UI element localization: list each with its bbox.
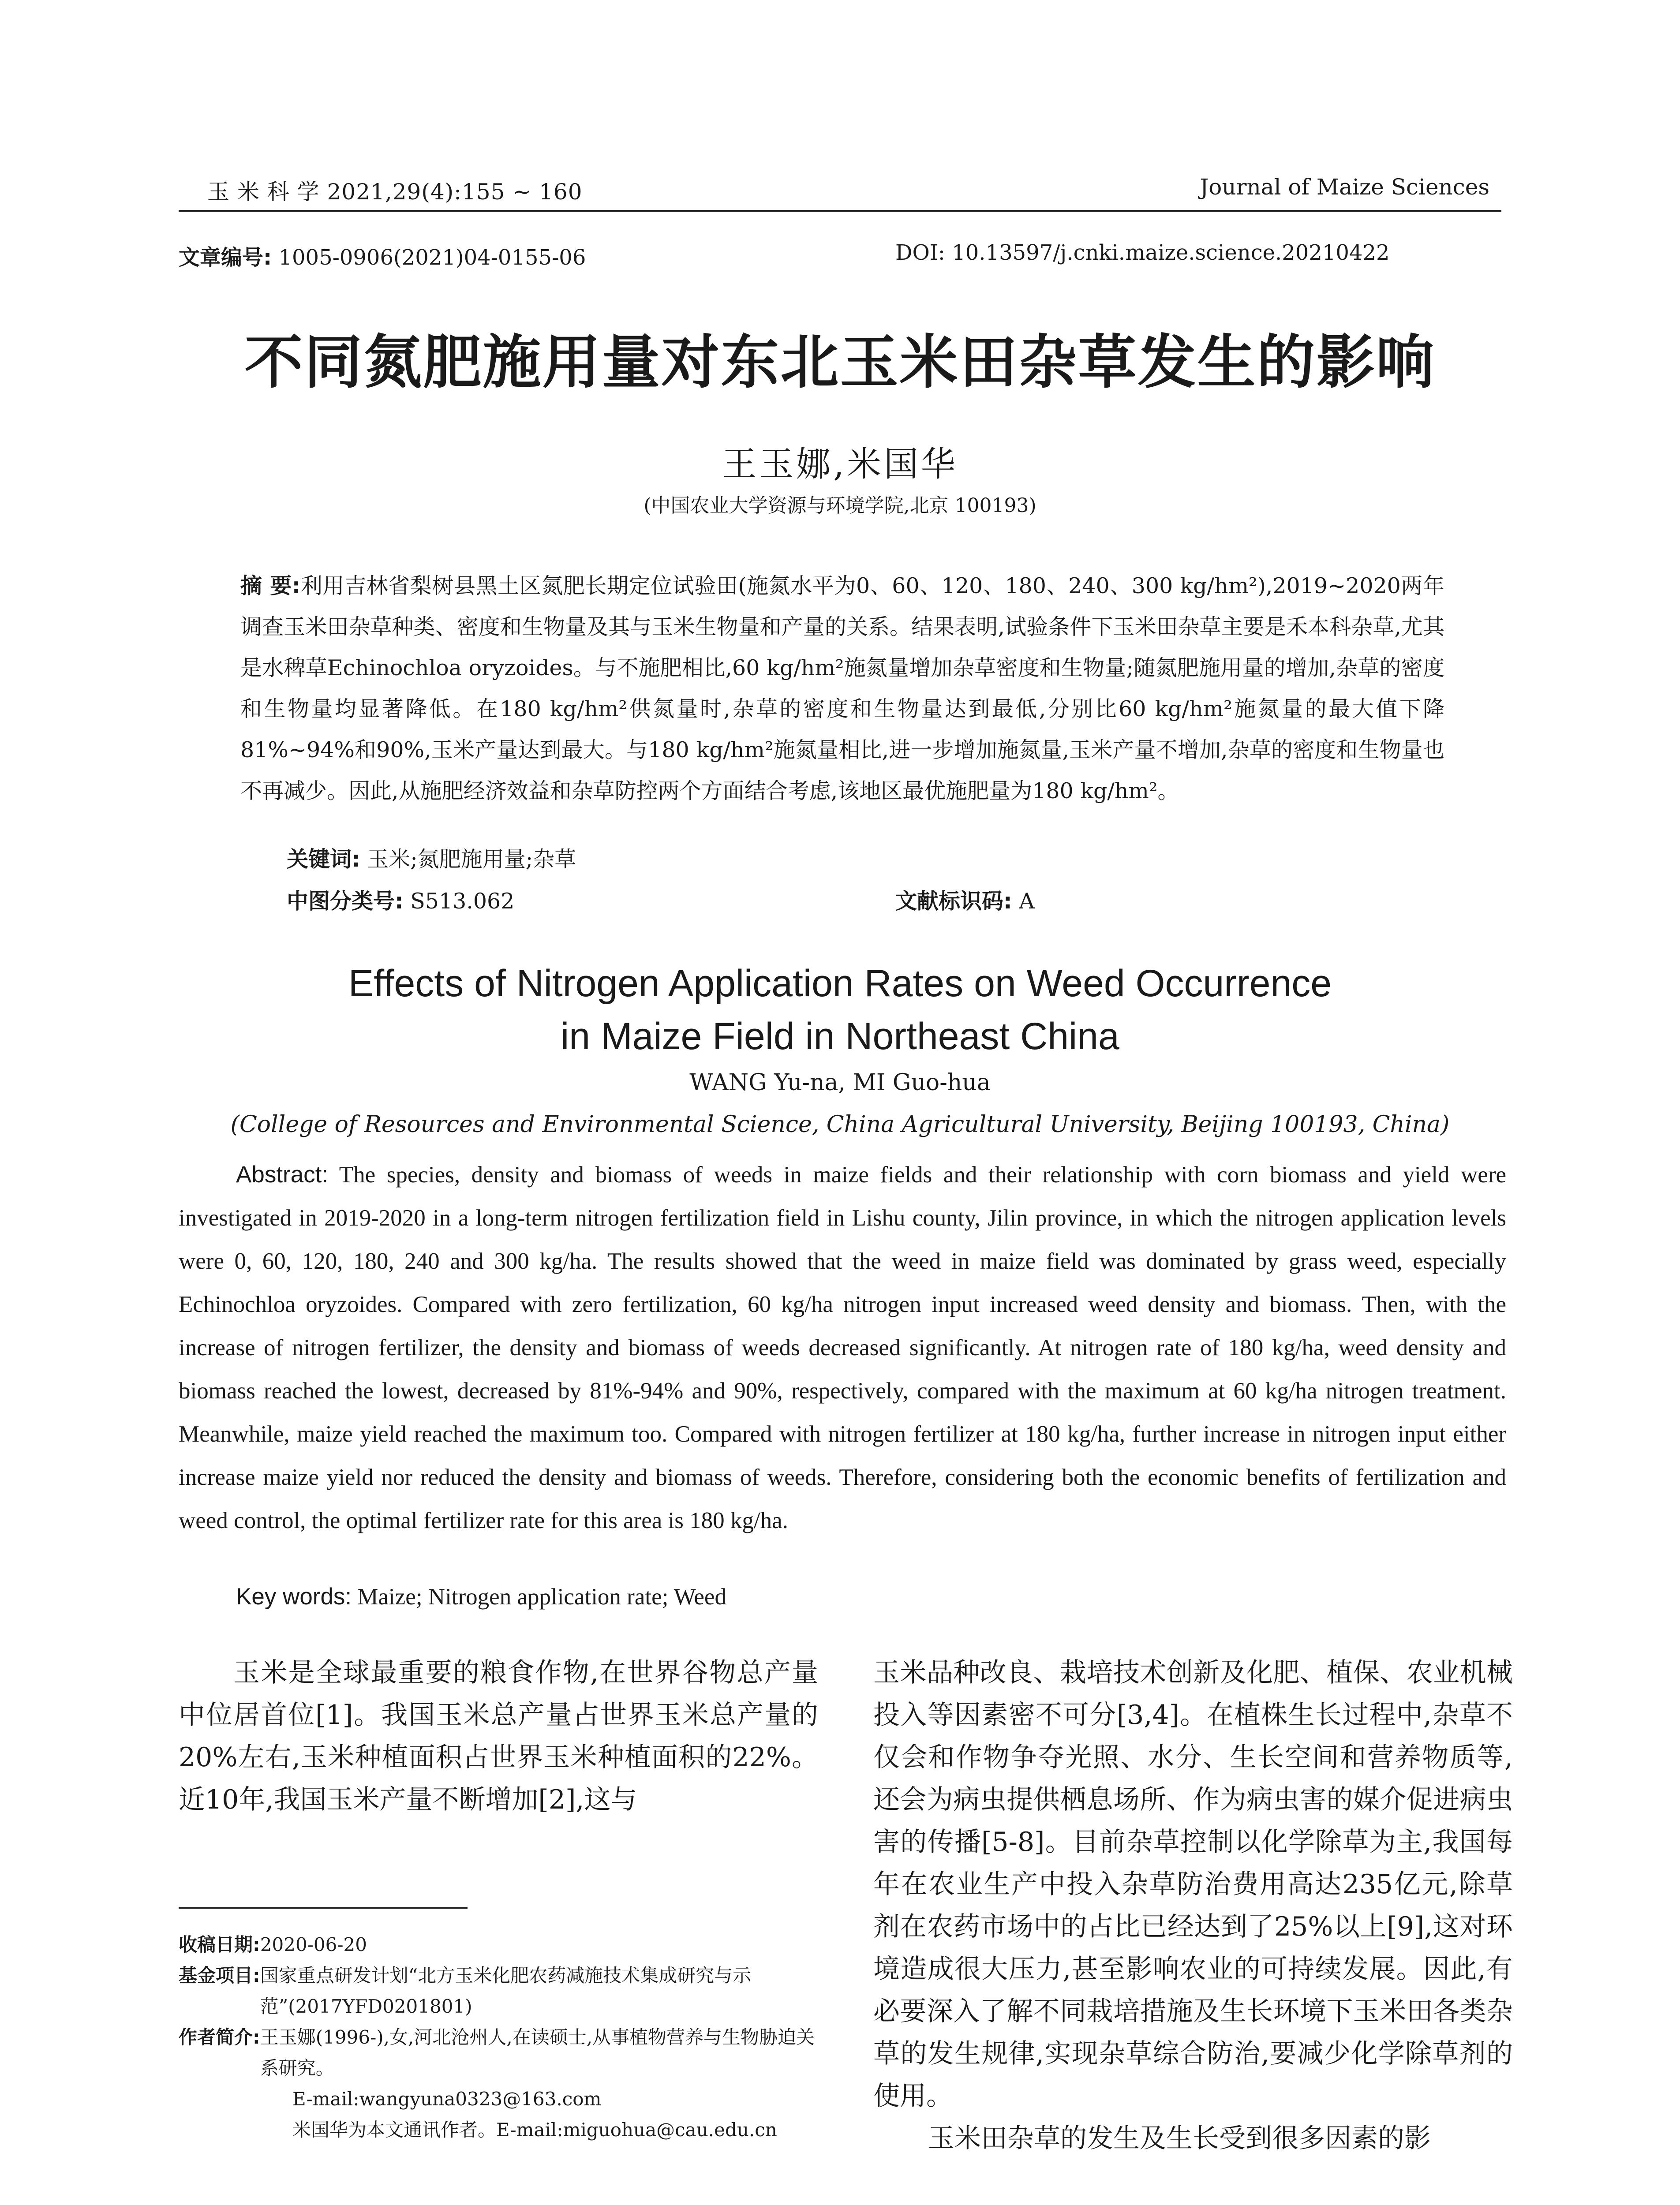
document-code-label: 文献标识码:: [895, 889, 1012, 914]
body-right-paragraph-1: 玉米品种改良、栽培技术创新及化肥、植保、农业机械投入等因素密不可分[3,4]。在植株生长过程中,杂草不仅会和作物争夺光照、水分、生长空间和营养物质等,还会为病虫提供栖息场所、作为病虫害的媒介促进病虫害的传播[5-8]。目前杂草控制以化学除草为主,我国每年在农业生产中投入杂草防治费用高达235亿元,除草剂在农药市场中的占比已经达到了25%以上[9],这对环境造成很大压力,甚至影响农业的可持续发展。因此,有必要深入了解不同栽培措施及生长环境下玉米田各类杂草的发生规律,实现杂草综合防治,要减少化学除草剂的使用。: [873, 1657, 1513, 2112]
footnote-received: [179, 1929, 823, 1960]
article-number: [179, 240, 586, 271]
keywords-label-en: Key words:: [236, 1584, 352, 1610]
received-date: 2020-06-20: [260, 1934, 367, 1955]
footnote-author: [179, 2022, 823, 2084]
authors-cn: 王玉娜,米国华: [722, 445, 958, 484]
keywords-en: [236, 1583, 726, 1610]
document-code: [895, 884, 1035, 915]
abstract-text-cn: 利用吉林省梨树县黑土区氮肥长期定位试验田(施氮水平为0、60、120、180、240、300 kg/hm²),2019~2020两年调查玉米田杂草种类、密度和生物量及其与玉米生物量和产量的关系。结果表明,试验条件下玉米田杂草主要是禾本科杂草,尤其是水稗草Echinochloa oryzoides。与不施肥相比,60 kg/hm²施氮量增加杂草密度和生物量;随氮肥施用量的增加,杂草的密度和生物量均显著降低。在180 kg/hm²供氮量时,杂草的密度和生物量达到最低,分别比60 kg/hm²施氮量的最大值下降81%~94%和90%,玉米产量达到最大。与180 kg/hm²施氮量相比,进一步增加施氮量,玉米产量不增加,杂草的密度和生物量也不再减少。因此,从施肥经济效益和杂草防控两个方面结合考虑,该地区最优施肥量为180 kg/hm²。: [240, 573, 1444, 804]
paper-title-en-line2: in Maize Field in Northeast China: [561, 1015, 1119, 1058]
header-rule: [179, 210, 1501, 212]
keywords-label-cn: 关键词:: [287, 847, 360, 872]
author-label: 作者简介:: [179, 2026, 260, 2048]
footnote-rule: [179, 1907, 468, 1909]
journal-header-cn: 玉 米 科 学 2021,29(4):155 ~ 160: [207, 179, 583, 205]
keywords-value-en: Maize; Nitrogen application rate; Weed: [357, 1584, 726, 1610]
article-number-label: 文章编号:: [179, 245, 272, 270]
footnote-fund: [179, 1960, 823, 2022]
corresponding-author: 米国华为本文通讯作者。E-mail:miguohua@cau.edu.cn: [292, 2119, 777, 2141]
paper-title-en-line1: Effects of Nitrogen Application Rates on Weed Occurrence: [348, 962, 1332, 1005]
abstract-text-en: The species, density and biomass of weeds in maize fields and their relationship with corn biomass and yield were investigated in 2019-2020 in a long-term nitrogen fertilization field in Lishu county, Jilin province, in which the nitrogen application levels were 0, 60, 120, 180, 240 and 300 kg/ha. The results showed that the weed in maize field was dominated by grass weed, especially Echinochloa oryzoides. Compared with zero fertilization, 60 kg/ha nitrogen input increased weed density and biomass. Then, with the increase of nitrogen fertilizer, the density and biomass of weeds decreased significantly. At nitrogen rate of 180 kg/ha, weed density and biomass reached the lowest, decreased by 81%-94% and 90%, respectively, compared with the maximum at 60 kg/ha nitrogen treatment. Meanwhile, maize yield reached the maximum too. Compared with nitrogen fertilizer at 180 kg/ha, further increase in nitrogen input either increase maize yield nor reduced the density and biomass of weeds. Therefore, considering both the economic benefits of fertilization and weed control, the optimal fertilizer rate for this area is 180 kg/ha.: [179, 1162, 1506, 1533]
affiliation-cn: (中国农业大学资源与环境学院,北京 100193): [644, 494, 1036, 517]
paper-title-cn: 不同氮肥施用量对东北玉米田杂草发生的影响: [244, 329, 1436, 396]
journal-header-en: Journal of Maize Sciences: [1200, 174, 1489, 200]
keywords-cn: [287, 842, 576, 873]
abstract-label-cn: 摘 要:: [240, 573, 301, 598]
article-number-value: 1005-0906(2021)04-0155-06: [278, 245, 586, 270]
fund-text: 国家重点研发计划“北方玉米化肥农药减施技术集成研究与示范”(2017YFD0201801): [260, 1965, 752, 2017]
clc-value: S513.062: [410, 889, 515, 914]
received-label: 收稿日期:: [179, 1934, 260, 1955]
body-right-paragraph-2: 玉米田杂草的发生及生长受到很多因素的影: [928, 2123, 1431, 2154]
abstract-label-en: Abstract:: [236, 1162, 329, 1188]
abstract-cn: [240, 565, 1444, 811]
clc-number: [287, 884, 514, 915]
keywords-value-cn: 玉米;氮肥施用量;杂草: [367, 847, 576, 872]
doi: DOI: 10.13597/j.cnki.maize.science.20210422: [895, 240, 1390, 265]
body-right-column: [873, 1652, 1513, 2160]
fund-label: 基金项目:: [179, 1965, 260, 1986]
abstract-en: [179, 1153, 1506, 1542]
authors-en: WANG Yu-na, MI Guo-hua: [689, 1069, 991, 1096]
author-email: E-mail:wangyuna0323@163.com: [292, 2088, 602, 2110]
paper-title-en: [0, 957, 1680, 1063]
author-bio: 王玉娜(1996-),女,河北沧州人,在读硕士,从事植物营养与生物胁迫关系研究。: [260, 2026, 815, 2079]
footnotes: [179, 1929, 823, 2145]
body-left-paragraph: 玉米是全球最重要的粮食作物,在世界谷物总产量中位居首位[1]。我国玉米总产量占世界玉米总产量的20%左右,玉米种植面积占世界玉米种植面积的22%。近10年,我国玉米产量不断增加[2],这与: [179, 1657, 818, 1815]
clc-label: 中图分类号:: [287, 889, 404, 914]
affiliation-en: (College of Resources and Environmental Science, China Agricultural University, Beijing 100193, China): [230, 1111, 1450, 1138]
document-code-value: A: [1019, 889, 1035, 914]
